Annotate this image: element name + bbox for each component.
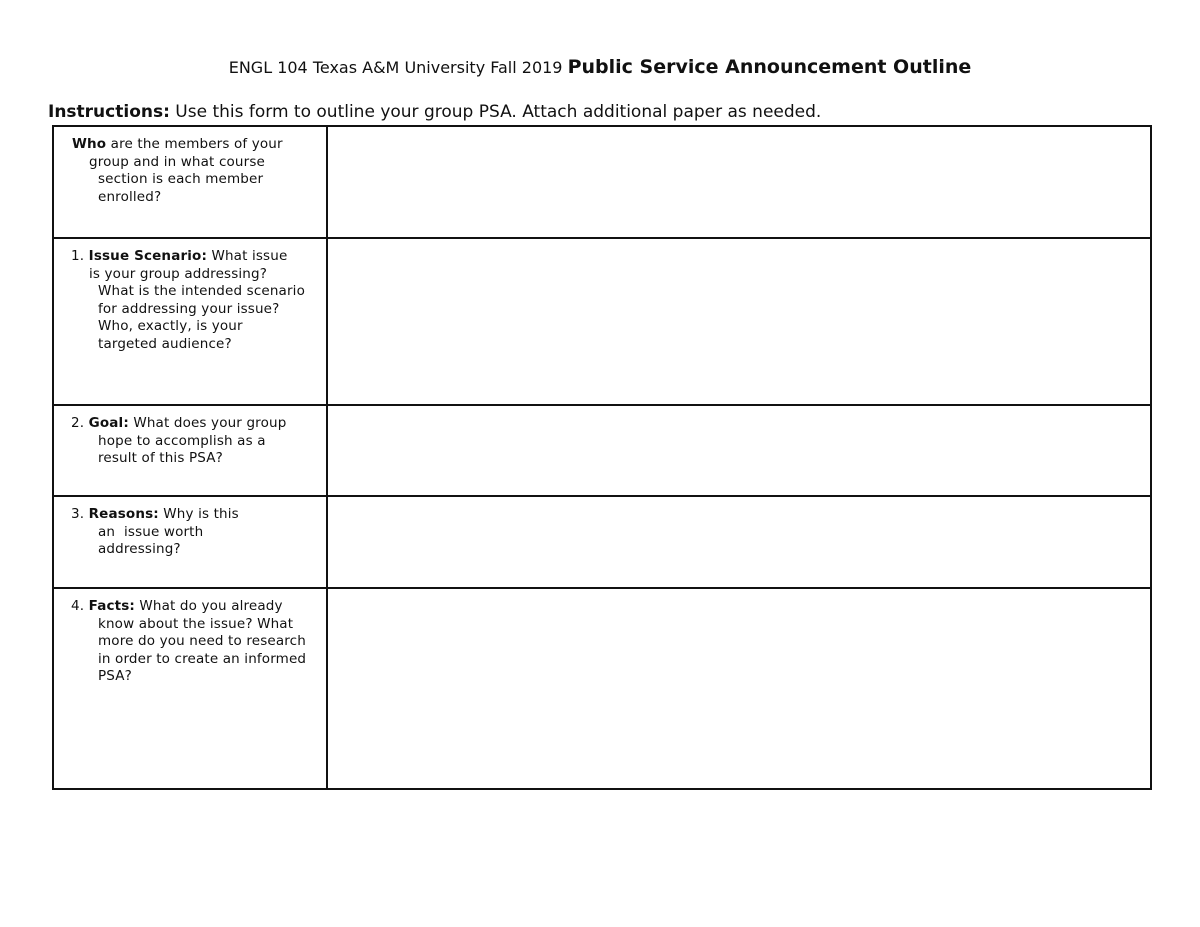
instructions-label: Instructions: (48, 102, 170, 122)
prompt-cell-issue-scenario (53, 238, 327, 405)
prompt-cell-facts (53, 588, 327, 789)
prompt-line-4: in order to create an informed (98, 650, 307, 667)
prompt-line-1: Why is this (158, 506, 239, 522)
instructions-text: Use this form to outline your group PSA. Attach additional paper as needed. (175, 102, 822, 122)
prompt-number: 3. (71, 506, 85, 522)
answer-cell-goal[interactable] (327, 405, 1151, 496)
prompt-keyword-who: Who (72, 136, 107, 152)
prompt-line-3: result of this PSA? (98, 450, 223, 467)
prompt-line-5: PSA? (98, 668, 132, 685)
prompt-line-3: addressing? (98, 541, 181, 558)
prompt-line-3: What is the intended scenario (98, 283, 305, 300)
prompt-line-3: more do you need to research (98, 633, 306, 650)
prompt-number: 2. (71, 415, 85, 431)
prompt-number: 1. (71, 248, 85, 264)
prompt-line-2: hope to accomplish as a (98, 432, 266, 449)
prompt-line-1: What does your group (128, 415, 287, 431)
document-title: Public Service Announcement Outline (567, 56, 972, 78)
row-who (53, 126, 1151, 238)
prompt-keyword-reasons: Reasons: (88, 506, 159, 522)
row-facts (53, 588, 1151, 789)
prompt-line-4: enrolled? (98, 188, 162, 205)
prompt-line-3: section is each member (98, 171, 264, 188)
prompt-line-2: group and in what course (89, 153, 265, 170)
prompt-line-5: Who, exactly, is your (98, 318, 243, 335)
prompt-cell-reasons (53, 496, 327, 588)
answer-cell-reasons[interactable] (327, 496, 1151, 588)
prompt-line-2: an issue worth (98, 523, 204, 540)
prompt-keyword-facts: Facts: (88, 598, 135, 614)
course-info: ENGL 104 Texas A&M University Fall 2019 (228, 58, 563, 77)
prompt-cell-who (53, 126, 327, 238)
prompt-number: 4. (71, 598, 85, 614)
outline-table (52, 125, 1152, 790)
prompt-line-1: What do you already (134, 598, 283, 614)
document-header (0, 56, 1200, 78)
row-goal (53, 405, 1151, 496)
prompt-line-6: targeted audience? (98, 335, 232, 352)
prompt-line-1: What issue (207, 248, 288, 264)
prompt-line-4: for addressing your issue? (98, 300, 280, 317)
prompt-keyword-issue-scenario: Issue Scenario: (88, 248, 208, 264)
row-issue-scenario (53, 238, 1151, 405)
answer-cell-issue-scenario[interactable] (327, 238, 1151, 405)
answer-cell-who[interactable] (327, 126, 1151, 238)
prompt-line-2: is your group addressing? (89, 265, 268, 282)
row-reasons (53, 496, 1151, 588)
prompt-line-2: know about the issue? What (98, 615, 294, 632)
prompt-cell-goal (53, 405, 327, 496)
instructions (48, 102, 821, 122)
answer-cell-facts[interactable] (327, 588, 1151, 789)
prompt-keyword-goal: Goal: (88, 415, 129, 431)
prompt-line-1: are the members of your (106, 136, 283, 152)
